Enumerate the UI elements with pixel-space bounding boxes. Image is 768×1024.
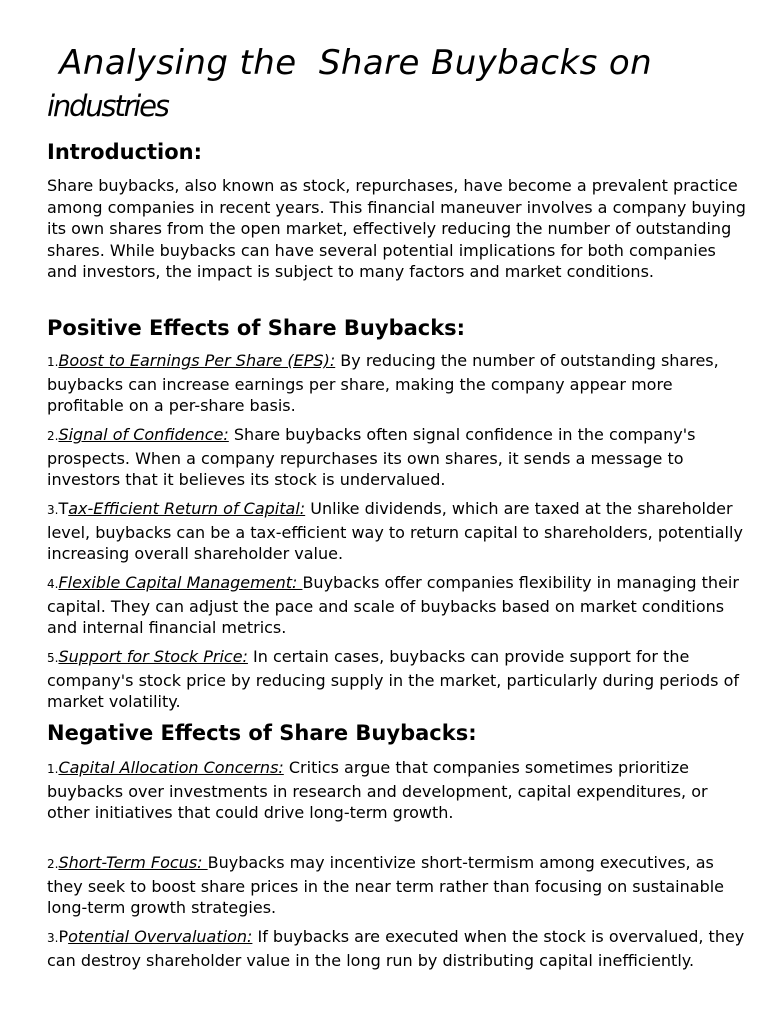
positive-item-3	[47, 498, 747, 565]
item-text: Unlike dividends, which are taxed at the shareholder level, buybacks can be a tax-efficient way to return capital to shareholders, potentially increasing overall shareholder value.	[47, 499, 743, 563]
positive-item-5	[47, 646, 747, 713]
item-text: By reducing the number of outstanding shares, buybacks can increase earnings per share, making the company appear more profitable on a per-share basis.	[47, 351, 719, 415]
positive-item-4	[47, 572, 747, 639]
item-lead: Boost to Earnings Per Share (EPS):	[58, 351, 336, 370]
title-line-2: industries	[47, 89, 168, 123]
item-lead: Signal of Confidence:	[58, 425, 229, 444]
title-line-1: Analysing the Share Buybacks on	[48, 43, 653, 83]
negative-item-1	[47, 757, 747, 824]
item-text: If buybacks are executed when the stock is overvalued, they can destroy shareholder value in the long run by distributing capital inefficiently.	[47, 927, 745, 970]
list-number: 3.	[47, 931, 59, 945]
positive-item-2	[47, 424, 747, 491]
negative-item-2	[47, 852, 747, 919]
item-lead: Short-Term Focus:	[58, 853, 208, 872]
item-lead: ax-Efficient Return of Capital:	[68, 499, 306, 518]
list-number: 1.	[47, 355, 59, 369]
list-number: 4.	[47, 577, 59, 591]
item-lead: Flexible Capital Management:	[58, 573, 303, 592]
item-lead: otential Overvaluation:	[68, 927, 253, 946]
item-text: Buybacks offer companies flexibility in managing their capital. They can adjust the pace and scale of buybacks based on market conditions and internal financial metrics.	[47, 573, 739, 637]
list-number: 3.	[47, 503, 59, 517]
item-text: In certain cases, buybacks can provide support for the company's stock price by reducing supply in the market, particularly during periods of market volatility.	[47, 647, 740, 711]
positive-effects-heading: Positive Effects of Share Buybacks:	[47, 316, 466, 340]
item-prefix: P	[58, 927, 69, 946]
item-prefix: T	[58, 499, 69, 518]
positive-item-1	[47, 350, 747, 417]
list-number: 1.	[47, 762, 59, 776]
item-text: Buybacks may incentivize short-termism among executives, as they seek to boost share prices in the near term rather than focusing on sustainable long-term growth strategies.	[47, 853, 725, 917]
item-lead: Capital Allocation Concerns:	[58, 758, 284, 777]
list-number: 2.	[47, 429, 59, 443]
item-text: Critics argue that companies sometimes prioritize buybacks over investments in research and development, capital expenditures, or other initiatives that could drive long-term growth.	[47, 758, 708, 822]
negative-effects-heading: Negative Effects of Share Buybacks:	[47, 721, 477, 745]
introduction-paragraph: Share buybacks, also known as stock, repurchases, have become a prevalent practice among companies in recent years. This financial maneuver involves a company buying its own shares from the open market, effectively reducing the number of outstanding shares. While buybacks can have several potential implications for both companies and investors, the impact is subject to many factors and market conditions.	[47, 176, 746, 281]
negative-item-3	[47, 926, 747, 971]
introduction-heading: Introduction:	[47, 140, 203, 164]
list-number: 2.	[47, 857, 59, 871]
list-number: 5.	[47, 651, 59, 665]
item-text: Share buybacks often signal confidence in the company's prospects. When a company repurchases its own shares, it sends a message to investors that it believes its stock is undervalued.	[47, 425, 696, 489]
item-lead: Support for Stock Price:	[58, 647, 248, 666]
